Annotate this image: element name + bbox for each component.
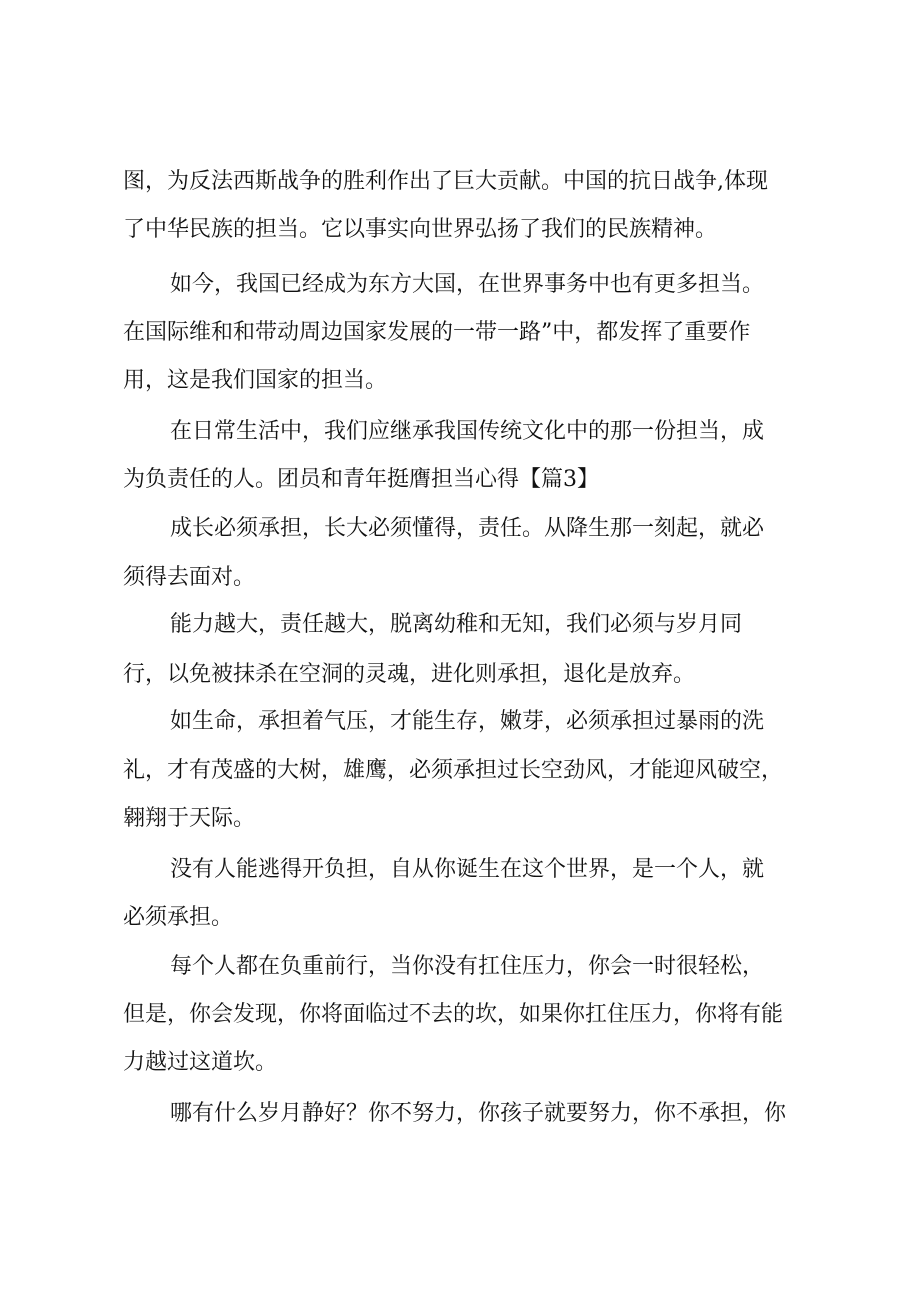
text-line: 在国际维和和带动周边国家发展的一带一路”中，都发挥了重要作 [123,320,751,345]
text-line: 如生命，承担着气压，才能生存，嫩芽，必须承担过暴雨的洗 [170,709,765,734]
text-line: 在日常生活中，我们应继承我国传统文化中的那一份担当，成 [170,419,765,444]
text-line: 礼，才有茂盛的大树，雄鹰，必须承担过长空劲风，才能迎风破空， [123,758,784,783]
text-line: 行，以免被抹杀在空洞的灵魂，进化则承担，退化是放弃。 [123,662,696,687]
text-line: 哪有什么岁月静好？你不努力，你孩子就要努力，你不承担，你 [170,1101,787,1126]
text-line: 但是，你会发现，你将面临过不去的坎，如果你扛住压力，你将有能 [123,1002,784,1027]
text-line: 用，这是我们国家的担当。 [123,368,388,393]
text-line: 如今，我国已经成为东方大国，在世界事务中也有更多担当。 [170,272,765,297]
text-line: 为负责任的人。团员和青年挺膺担当心得【篇3】 [123,467,599,492]
text-line: 力越过这道坎。 [123,1050,278,1075]
text-line: 翱翔于天际。 [123,806,256,831]
text-line: 必须承担。 [123,905,234,930]
text-line: 每个人都在负重前行，当你没有扛住压力，你会一时很轻松， [170,954,765,979]
text-line: 没有人能逃得开负担，自从你诞生在这个世界，是一个人，就 [170,857,765,882]
text-line: 成长必须承担，长大必须懂得，责任。从降生那一刻起，就必 [170,516,765,541]
text-line: 图，为反法西斯战争的胜利作出了巨大贡献。中国的抗日战争,体现 [123,169,768,194]
text-line: 了中华民族的担当。它以事实向世界弘扬了我们的民族精神。 [123,217,718,242]
text-line: 须得去面对。 [123,565,256,590]
text-line: 能力越大，责任越大，脱离幼稚和无知，我们必须与岁月同 [170,612,743,637]
